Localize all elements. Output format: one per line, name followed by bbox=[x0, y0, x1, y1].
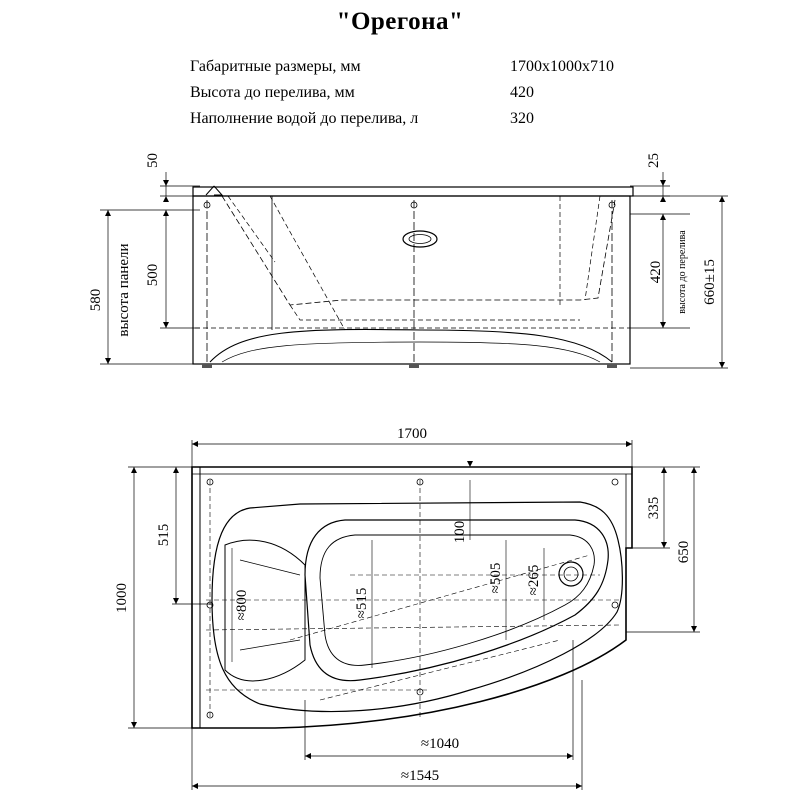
side-overflow-jet bbox=[403, 231, 437, 247]
side-rim bbox=[193, 187, 633, 196]
side-overflow-height-label: высота до перелива bbox=[677, 230, 688, 314]
side-dim-420: 420 bbox=[648, 260, 664, 284]
side-dim-50: 50 bbox=[145, 153, 161, 168]
side-inner-bowl bbox=[222, 196, 615, 305]
top-dim-1700: 1700 bbox=[397, 426, 427, 442]
top-dim-650: 650 bbox=[676, 540, 692, 564]
top-dim-1040: ≈1040 bbox=[420, 736, 460, 752]
top-dim-100: 100 bbox=[452, 520, 468, 544]
side-view bbox=[100, 172, 728, 368]
drawing-title: "Орегона" bbox=[336, 8, 464, 35]
spec-value-dimensions: 1700x1000x710 bbox=[510, 58, 614, 75]
spec-label-overflow-height: Высота до перелива, мм bbox=[190, 84, 355, 101]
side-dim-660: 660±15 bbox=[702, 259, 718, 305]
top-outer-outline bbox=[192, 467, 632, 728]
side-dim-580: 580 bbox=[88, 288, 104, 312]
spec-label-water-volume: Наполнение водой до перелива, л bbox=[190, 110, 419, 127]
spec-value-water-volume: 320 bbox=[510, 110, 534, 127]
side-panel-height-label: высота панели bbox=[116, 243, 132, 337]
side-dim-25: 25 bbox=[646, 153, 662, 168]
top-dim-515-outer: 515 bbox=[156, 523, 172, 547]
side-dim-500: 500 bbox=[145, 263, 161, 287]
top-dim-1000: 1000 bbox=[114, 583, 130, 613]
top-dim-800: ≈800 bbox=[234, 589, 250, 621]
top-dim-335: 335 bbox=[646, 496, 662, 520]
top-dim-505: ≈505 bbox=[488, 562, 504, 594]
side-tub-bottom bbox=[210, 329, 612, 362]
side-front-panel bbox=[193, 196, 630, 364]
top-drain bbox=[559, 562, 583, 586]
top-view bbox=[128, 440, 700, 790]
spec-value-overflow-height: 420 bbox=[510, 84, 534, 101]
top-dim-1545: ≈1545 bbox=[400, 768, 440, 784]
spec-label-dimensions: Габаритные размеры, мм bbox=[190, 58, 361, 75]
top-dim-265: ≈265 bbox=[526, 564, 542, 596]
top-dim-515-inner: ≈515 bbox=[354, 587, 370, 619]
